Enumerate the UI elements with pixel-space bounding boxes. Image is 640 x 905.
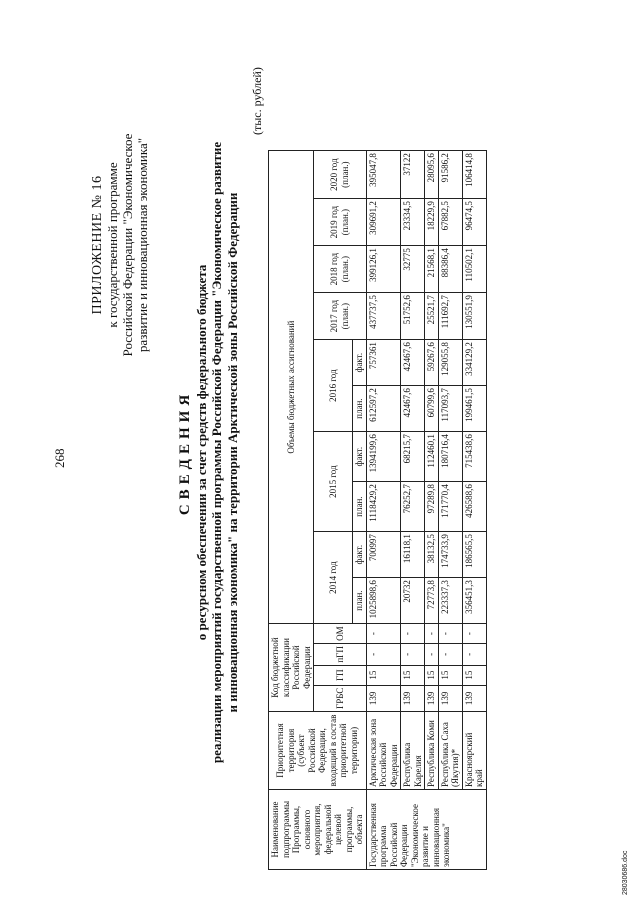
value-cell: 356451,3 [462,578,486,624]
document-title [178,60,240,845]
value-cell: 117093,7 [438,386,462,432]
value-cell: 309691,2 [366,199,401,246]
header-year-2016: 2016 год [314,340,353,432]
appendix-block [90,85,150,405]
value-cell: 91586,2 [438,151,462,199]
territory-cell: Красноярский край [462,712,486,790]
om-cell: - [425,624,439,644]
gp-cell: 15 [438,665,462,685]
header-territory: Приоритетная территория (субъект Российской Федерации, входящий в состав приоритетной территории) [269,712,367,790]
territory-cell: Арктическая зона Российской Федерации [366,712,401,790]
appendix-number: ПРИЛОЖЕНИЕ № 16 [90,175,105,315]
value-cell: 96474,5 [462,199,486,246]
territory-cell: Республика Саха (Якутия)* [438,712,462,790]
pgp-cell: - [462,644,486,666]
header-year-2018: 2018 год (план.) [314,246,367,293]
value-cell: 28095,6 [425,151,439,199]
value-cell: 111692,7 [438,293,462,340]
om-cell: - [462,624,486,644]
value-cell: 700997 [366,532,401,578]
title-line: и инновационная экономика" на территории Арктической зоны Российской Федерации [224,192,240,713]
title-heading: СВЕДЕНИЯ [177,389,193,516]
table-row [366,151,401,870]
appendix-line: развитие и инновационная экономика" [135,137,150,353]
header-year-2015: 2015 год [314,432,353,532]
value-cell: 18229,9 [425,199,439,246]
program-name-cell: Государственная программа Российской Федерации "Экономическое развитие и инновационная экономика" [366,790,486,870]
units-label: (тыс. рублей) [250,67,264,135]
value-cell: 106414,8 [462,151,486,199]
value-cell: 42467,6 [401,386,425,432]
om-cell: - [438,624,462,644]
value-cell: 223337,3 [438,578,462,624]
value-cell: 68215,7 [401,432,425,482]
value-cell: 180716,4 [438,432,462,482]
value-cell: 715438,6 [462,432,486,482]
header-year-2020: 2020 год (план.) [314,151,367,199]
title-line: о ресурсном обеспечении за счет средств федерального бюджета [193,264,209,641]
value-cell: 60799,6 [425,386,439,432]
header-grbs: ГРБС [314,685,367,711]
territory-cell: Республика Коми [425,712,439,790]
header-fact: факт. [353,532,367,578]
value-cell: 110502,1 [462,246,486,293]
value-cell: 437737,5 [366,293,401,340]
gp-cell: 15 [425,665,439,685]
value-cell: 1394199,6 [366,432,401,482]
grbs-cell: 139 [401,685,425,711]
value-cell: 72773,8 [425,578,439,624]
value-cell: 97289,8 [425,482,439,532]
value-cell: 88386,4 [438,246,462,293]
value-cell: 171770,4 [438,482,462,532]
value-cell: 1025898,6 [366,578,401,624]
pgp-cell: - [425,644,439,666]
pgp-cell: - [366,644,401,666]
header-om: ОМ [314,624,367,644]
header-year-2014: 2014 год [314,532,353,624]
grbs-cell: 139 [462,685,486,711]
value-cell: 38132,5 [425,532,439,578]
gp-cell: 15 [401,665,425,685]
table-row [462,151,486,870]
om-cell: - [366,624,401,644]
value-cell: 130551,9 [462,293,486,340]
value-cell: 112460,1 [425,432,439,482]
value-cell: 32775 [401,246,425,293]
value-cell: 612597,2 [366,386,401,432]
header-year-2017: 2017 год (план.) [314,293,367,340]
budget-table [268,150,487,870]
value-cell: 129055,8 [438,340,462,386]
om-cell: - [401,624,425,644]
pgp-cell: - [401,644,425,666]
file-code: 28030686.doc [622,850,629,895]
header-plan: план. [353,578,367,624]
grbs-cell: 139 [438,685,462,711]
table-row [401,151,425,870]
value-cell: 1118429,2 [366,482,401,532]
value-cell: 42467,6 [401,340,425,386]
header-fact: факт. [353,432,367,482]
gp-cell: 15 [366,665,401,685]
grbs-cell: 139 [425,685,439,711]
value-cell: 37122 [401,151,425,199]
table-row [438,151,462,870]
value-cell: 757361 [366,340,401,386]
header-fact: факт. [353,340,367,386]
value-cell: 395047,8 [366,151,401,199]
title-line: реализации мероприятий государственной программы Российской Федерации "Экономическое развитие [209,141,224,764]
value-cell: 199461,5 [462,386,486,432]
header-name: Наименование подпрограммы Программы, основного мероприятия, федеральной целевой программы, объекта [269,790,367,870]
header-pgp: пГП [314,644,367,666]
value-cell: 67882,5 [438,199,462,246]
table-row [425,151,439,870]
pgp-cell: - [438,644,462,666]
value-cell: 51752,6 [401,293,425,340]
value-cell: 23334,5 [401,199,425,246]
page-number: 268 [52,448,67,468]
value-cell: 186565,5 [462,532,486,578]
value-cell: 76252,7 [401,482,425,532]
header-plan: план. [353,386,367,432]
grbs-cell: 139 [366,685,401,711]
appendix-line: Российской Федерации "Экономическое [120,133,135,357]
header-volumes: Объемы бюджетных ассигнований [269,151,314,624]
value-cell: 426588,6 [462,482,486,532]
header-plan: план. [353,482,367,532]
value-cell: 174733,9 [438,532,462,578]
value-cell: 334129,2 [462,340,486,386]
gp-cell: 15 [462,665,486,685]
header-budget-code: Код бюджетной классификации Российской Федерации [269,624,314,712]
appendix-line: к государственной программе [105,162,120,328]
header-year-2019: 2019 год (план.) [314,199,367,246]
value-cell: 20732 [401,578,425,624]
value-cell: 59267,6 [425,340,439,386]
value-cell: 25521,7 [425,293,439,340]
value-cell: 16118,1 [401,532,425,578]
territory-cell: Республика Карелия [401,712,425,790]
value-cell: 399126,1 [366,246,401,293]
value-cell: 21568,1 [425,246,439,293]
header-gp: ГП [314,665,367,685]
